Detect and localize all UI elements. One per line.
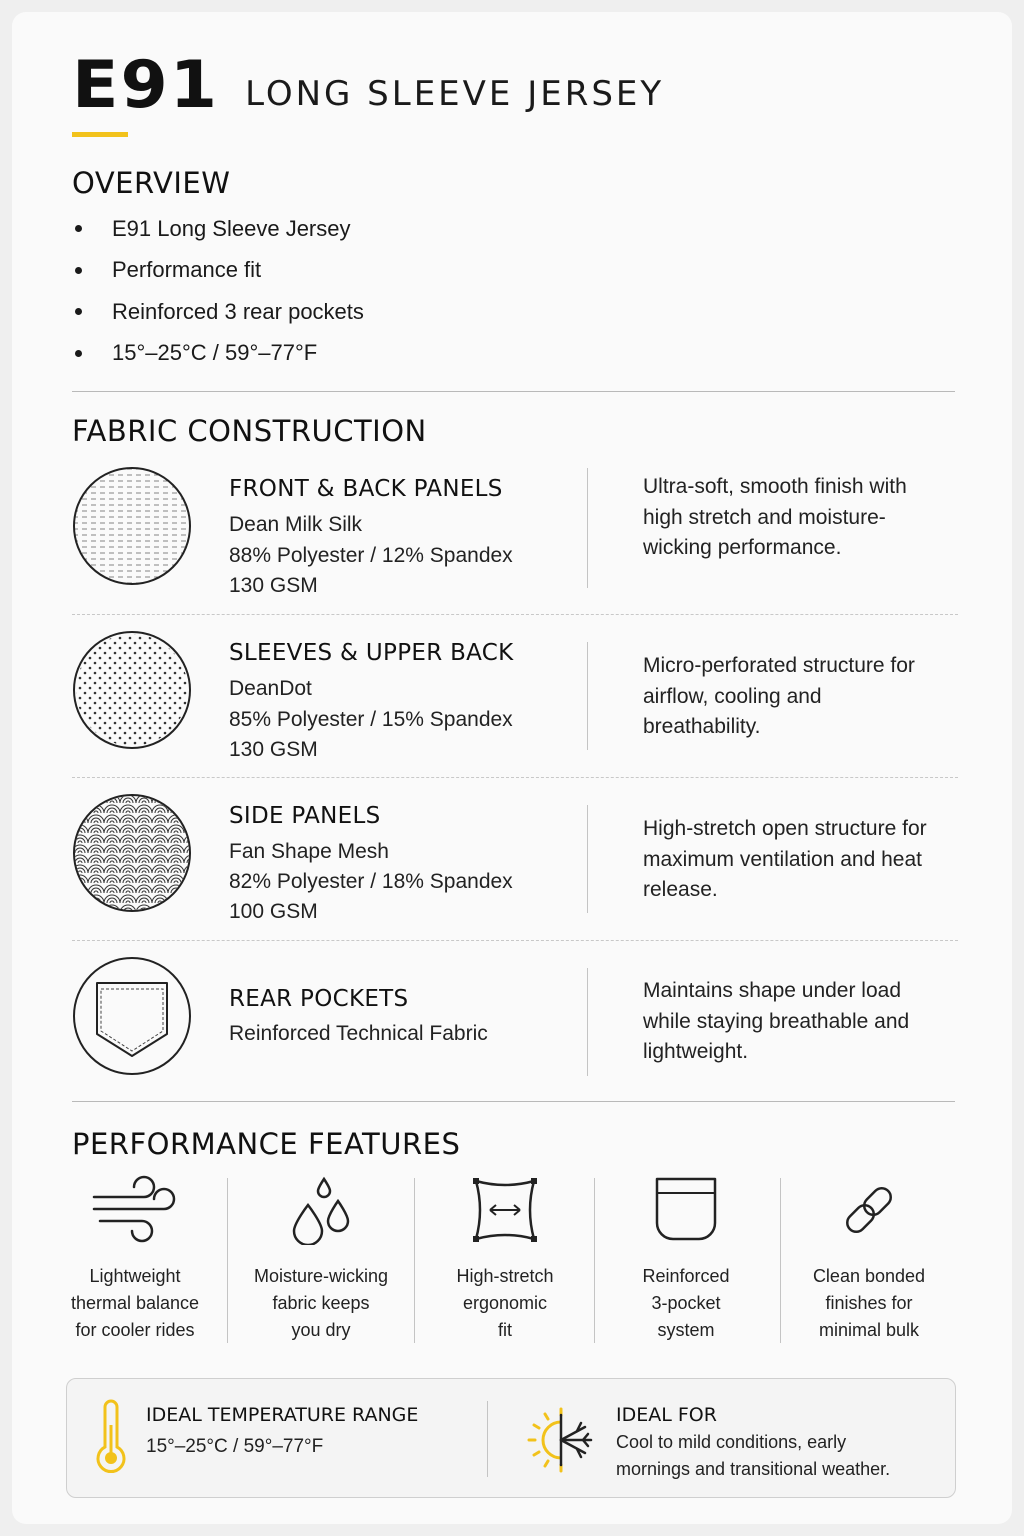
fabric-row-rear-pockets	[72, 956, 958, 1086]
fabric-description: Maintains shape under load while staying breathable and lightweight.	[643, 979, 910, 1063]
fabric-composition: 88% Polyester / 12% Spandex	[229, 544, 513, 567]
fabric-title: SLEEVES & UPPER BACK	[229, 640, 514, 666]
fine-knit-swatch-icon	[72, 466, 192, 586]
column-divider	[587, 642, 588, 750]
fabric-row-front-back	[72, 466, 958, 606]
feature-label: Reinforced 3-pocket system	[642, 1266, 730, 1340]
dot-perforated-swatch-icon	[72, 630, 192, 750]
section-divider	[72, 391, 955, 392]
list-item-text: 15°–25°C / 59°–77°F	[112, 340, 318, 366]
bullet-icon	[75, 308, 82, 315]
features-heading: PERFORMANCE FEATURES	[72, 1127, 461, 1161]
list-item-text: E91 Long Sleeve Jersey	[112, 215, 351, 241]
fabric-title: SIDE PANELS	[229, 803, 381, 829]
fabric-weight: 100 GSM	[229, 900, 318, 923]
ideal-for-title: IDEAL FOR	[616, 1404, 717, 1426]
fabric-composition: 85% Polyester / 15% Spandex	[229, 708, 513, 731]
feature-divider	[780, 1178, 781, 1343]
column-divider	[587, 968, 588, 1076]
stretch-arrows-icon	[470, 1175, 540, 1245]
ideal-info-box	[66, 1378, 956, 1498]
feature-label: Clean bonded finishes for minimal bulk	[812, 1266, 926, 1340]
feature-label: Moisture-wicking fabric keeps you dry	[253, 1266, 389, 1340]
list-item-text: Reinforced 3 rear pockets	[112, 298, 364, 324]
feature-divider	[594, 1178, 595, 1343]
accent-bar	[72, 132, 128, 137]
feature-label: High-stretch ergonomic fit	[456, 1266, 554, 1340]
fabric-row-side-panels	[72, 793, 958, 933]
list-item	[72, 333, 364, 375]
overview-heading: OVERVIEW	[72, 166, 231, 200]
column-divider	[587, 468, 588, 588]
feature-divider	[414, 1178, 415, 1343]
fan-mesh-swatch-icon	[72, 793, 192, 913]
row-divider	[72, 777, 958, 778]
list-item	[72, 291, 364, 333]
feature-label: Lightweight thermal balance for cooler rides	[70, 1266, 200, 1340]
feature-moisture	[240, 1175, 402, 1344]
row-divider	[72, 614, 958, 615]
droplets-icon	[286, 1175, 356, 1245]
feature-pockets	[606, 1175, 766, 1344]
fabric-title: FRONT & BACK PANELS	[229, 476, 503, 502]
fabric-description: Ultra-soft, smooth finish with high stretch and moisture-wicking performance.	[643, 475, 907, 559]
fabric-material: Reinforced Technical Fabric	[229, 1022, 488, 1045]
feature-divider	[227, 1178, 228, 1343]
fabric-material: Fan Shape Mesh	[229, 840, 389, 863]
fabric-material: DeanDot	[229, 677, 312, 700]
list-item	[72, 208, 364, 250]
fabric-row-sleeves	[72, 630, 958, 770]
fabric-weight: 130 GSM	[229, 574, 318, 597]
fabric-material: Dean Milk Silk	[229, 513, 363, 536]
fabric-composition: 82% Polyester / 18% Spandex	[229, 870, 513, 893]
product-name: LONG SLEEVE JERSEY	[245, 74, 665, 114]
temperature-value: 15°–25°C / 59°–77°F	[146, 1436, 324, 1457]
wind-icon	[92, 1175, 178, 1245]
title-row	[72, 40, 665, 124]
feature-bonded	[789, 1175, 949, 1344]
list-item	[72, 250, 364, 292]
sun-snowflake-icon	[525, 1405, 597, 1475]
link-icon	[834, 1175, 904, 1245]
info-divider	[487, 1401, 488, 1477]
bullet-icon	[75, 267, 82, 274]
row-divider	[72, 940, 958, 941]
fabric-title: REAR POCKETS	[229, 986, 409, 1012]
list-item-text: Performance fit	[112, 257, 262, 283]
temperature-title: IDEAL TEMPERATURE RANGE	[146, 1404, 419, 1426]
bullet-icon	[75, 225, 82, 232]
thermometer-icon	[93, 1399, 129, 1475]
pocket-swatch-icon	[72, 956, 192, 1076]
fabric-weight: 130 GSM	[229, 738, 318, 761]
fabric-description: High-stretch open structure for maximum ventilation and heat release.	[643, 817, 927, 901]
feature-lightweight	[55, 1175, 215, 1344]
overview-list	[72, 208, 364, 374]
column-divider	[587, 805, 588, 913]
fabric-description: Micro-perforated structure for airflow, cooling and breathability.	[643, 654, 915, 738]
model-number: E91	[72, 48, 220, 124]
bullet-icon	[75, 350, 82, 357]
feature-stretch	[425, 1175, 585, 1344]
section-divider	[72, 1101, 955, 1102]
ideal-for-text: Cool to mild conditions, early mornings and transitional weather.	[616, 1432, 891, 1479]
fabric-heading: FABRIC CONSTRUCTION	[72, 414, 427, 448]
pocket-icon	[651, 1175, 721, 1245]
